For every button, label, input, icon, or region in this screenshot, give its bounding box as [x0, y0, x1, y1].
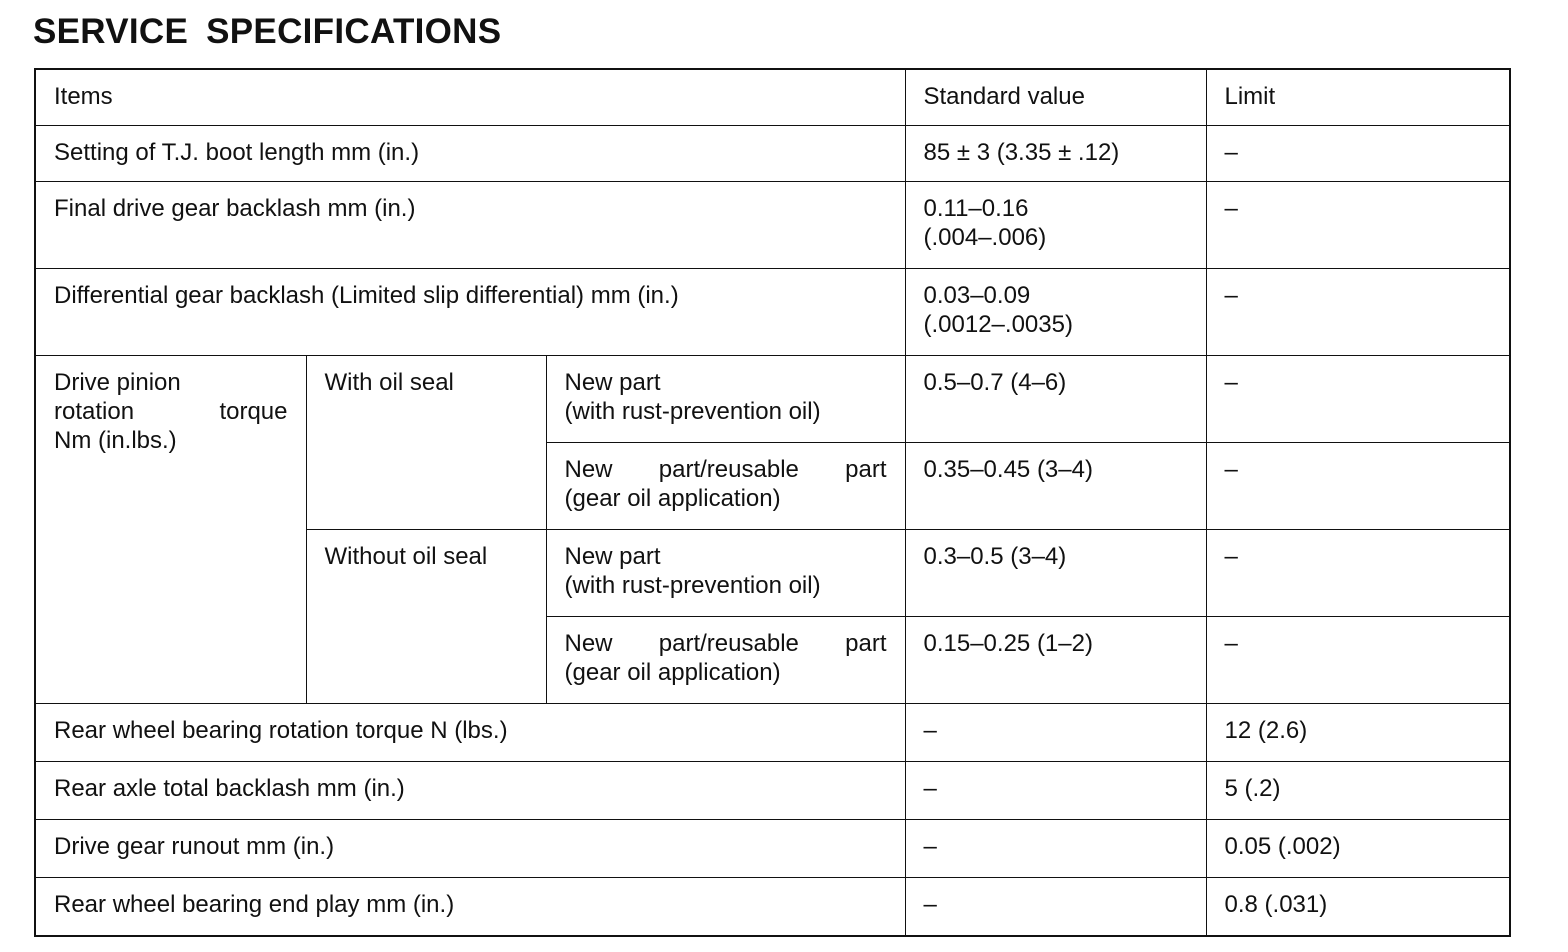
drive-pinion-label-line: Nm (in.lbs.) — [54, 427, 177, 454]
standard-line: (.0012–.0035) — [923, 311, 1073, 338]
part-line: New part — [564, 369, 661, 396]
without-oil-seal-cell: Without oil seal — [306, 530, 546, 704]
table-row — [35, 820, 1510, 878]
part-line: (gear oil application) — [564, 659, 781, 686]
standard-cell: 0.5–0.7 (4–6) — [905, 356, 1206, 443]
part-line: New part/reusable part — [564, 456, 887, 483]
standard-cell: – — [905, 820, 1206, 878]
standard-cell — [905, 269, 1206, 356]
service-specifications-table — [34, 68, 1511, 937]
part-line: (gear oil application) — [564, 485, 781, 512]
page-title: SERVICE SPECIFICATIONS — [33, 12, 502, 51]
standard-cell: 0.15–0.25 (1–2) — [905, 617, 1206, 704]
limit-cell: – — [1206, 530, 1510, 617]
table-header-row — [35, 69, 1510, 126]
standard-cell: – — [905, 878, 1206, 937]
item-cell: Drive gear runout mm (in.) — [35, 820, 905, 878]
limit-cell: – — [1206, 182, 1510, 269]
limit-cell: 0.8 (.031) — [1206, 878, 1510, 937]
table-row — [35, 356, 1510, 443]
table-row — [35, 182, 1510, 269]
item-cell: Rear wheel bearing rotation torque N (lbs.) — [35, 704, 905, 762]
standard-line: 0.11–0.16 — [923, 195, 1029, 222]
table-row — [35, 704, 1510, 762]
standard-line: 0.03–0.09 — [923, 282, 1031, 309]
standard-cell — [905, 182, 1206, 269]
part-cell — [546, 530, 905, 617]
limit-cell: – — [1206, 617, 1510, 704]
limit-cell: 12 (2.6) — [1206, 704, 1510, 762]
drive-pinion-label-line: rotation torque — [54, 398, 288, 425]
table-row — [35, 762, 1510, 820]
part-cell — [546, 617, 905, 704]
limit-cell: – — [1206, 356, 1510, 443]
header-standard-value: Standard value — [905, 69, 1206, 126]
table-row — [35, 126, 1510, 182]
header-items: Items — [35, 69, 905, 126]
limit-cell: 5 (.2) — [1206, 762, 1510, 820]
limit-cell: 0.05 (.002) — [1206, 820, 1510, 878]
item-cell: Rear wheel bearing end play mm (in.) — [35, 878, 905, 937]
standard-cell: – — [905, 704, 1206, 762]
part-line: New part — [564, 543, 661, 570]
standard-line: (.004–.006) — [923, 224, 1047, 251]
part-line: (with rust-prevention oil) — [564, 398, 821, 425]
part-cell — [546, 443, 905, 530]
header-limit: Limit — [1206, 69, 1510, 126]
with-oil-seal-cell: With oil seal — [306, 356, 546, 530]
limit-cell: – — [1206, 126, 1510, 182]
standard-cell: 0.3–0.5 (3–4) — [905, 530, 1206, 617]
part-line: (with rust-prevention oil) — [564, 572, 821, 599]
item-cell: Final drive gear backlash mm (in.) — [35, 182, 905, 269]
limit-cell: – — [1206, 443, 1510, 530]
part-line: New part/reusable part — [564, 630, 887, 657]
part-cell — [546, 356, 905, 443]
item-cell: Differential gear backlash (Limited slip differential) mm (in.) — [35, 269, 905, 356]
standard-cell: – — [905, 762, 1206, 820]
item-cell: Rear axle total backlash mm (in.) — [35, 762, 905, 820]
limit-cell: – — [1206, 269, 1510, 356]
standard-cell: 85 ± 3 (3.35 ± .12) — [905, 126, 1206, 182]
table-row — [35, 269, 1510, 356]
item-cell: Setting of T.J. boot length mm (in.) — [35, 126, 905, 182]
drive-pinion-label-cell — [35, 356, 306, 704]
table-row — [35, 878, 1510, 937]
standard-cell: 0.35–0.45 (3–4) — [905, 443, 1206, 530]
drive-pinion-label-line: Drive pinion — [54, 369, 181, 396]
